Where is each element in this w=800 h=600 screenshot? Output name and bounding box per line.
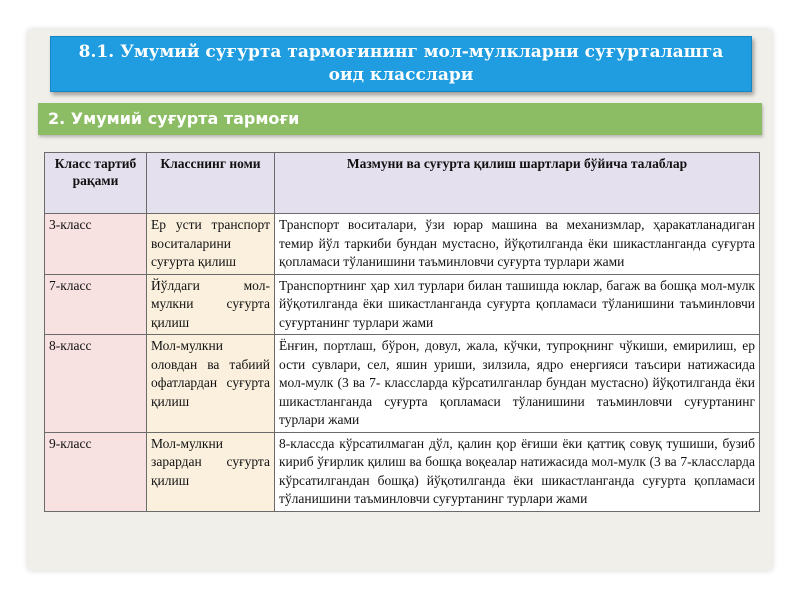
section-title: 2. Умумий суғурта тармоғи xyxy=(48,109,300,128)
table-header-row xyxy=(45,153,760,214)
class-description-cell: Транспорт воситалари, ўзи юрар машина ва механизмлар, ҳаракатланадиган темир йўл таркиби бундан мустасно, йўқотилганда ёки шикастланганда суғурта қопламаси тўланишини таъминловчи суғурта турлари жами xyxy=(275,214,760,275)
table-row xyxy=(45,214,760,275)
class-name-cell: Ер усти транспорт воситаларини суғурта қилиш xyxy=(147,214,275,275)
table-row xyxy=(45,274,760,335)
class-name-cell: Мол-мулкни зарардан суғурта қилиш xyxy=(147,432,275,511)
slide-title: 8.1. Умумий суғурта тармоғининг мол-мулкларни суғурталашга оид класслари xyxy=(78,42,724,85)
class-name-cell: Йўлдаги мол-мулкни суғурта қилиш xyxy=(147,274,275,335)
class-number-cell: 7-класс xyxy=(45,274,147,335)
table-row xyxy=(45,335,760,433)
table-row xyxy=(45,432,760,511)
header-class-number: Класс тартиб рақами xyxy=(45,153,147,214)
section-header xyxy=(38,103,762,135)
class-name-cell: Мол-мулкни оловдан ва табиий офатлардан суғурта қилиш xyxy=(147,335,275,433)
class-description-cell: Транспортнинг ҳар хил турлари билан ташишда юклар, багаж ва бошқа мол-мулк йўқотилганда ёки шикастланганда суғурта қопламаси тўланишини таъминловчи суғуртанинг турлари жами xyxy=(275,274,760,335)
header-content: Мазмуни ва суғурта қилиш шартлари бўйича талаблар xyxy=(275,153,760,214)
class-description-cell: 8-классда кўрсатилмаган дўл, қалин қор ёғиши ёки қаттиқ совуқ тушиши, бузиб кириб ўғирлик қилиш ва бошқа воқеалар натижасида мол-мулк (3 ва 7-классларда кўрсатилгандан бошқа) йўқотилганда ёки шикастланганда суғурта қопламаси тўланишини таъминловчи суғуртанинг турлари жами xyxy=(275,432,760,511)
header-class-name: Класснинг номи xyxy=(147,153,275,214)
class-number-cell: 9-класс xyxy=(45,432,147,511)
classes-table xyxy=(44,152,760,512)
slide-title-box xyxy=(50,36,752,92)
class-number-cell: 3-класс xyxy=(45,214,147,275)
class-number-cell: 8-класс xyxy=(45,335,147,433)
class-description-cell: Ёнғин, портлаш, бўрон, довул, жала, кўчки, тупроқнинг чўкиши, емирилиш, ер ости сувлари, сел, яшин уриши, зилзила, ядро енергияси таъсири натижасида мол-мулк (3 ва 7- классларда кўрсатилганлар бундан мустасно) йўқотилганда ёки шикастланганда суғурта қопламаси тўланишини таъминловчи суғуртанинг турлари жами xyxy=(275,335,760,433)
